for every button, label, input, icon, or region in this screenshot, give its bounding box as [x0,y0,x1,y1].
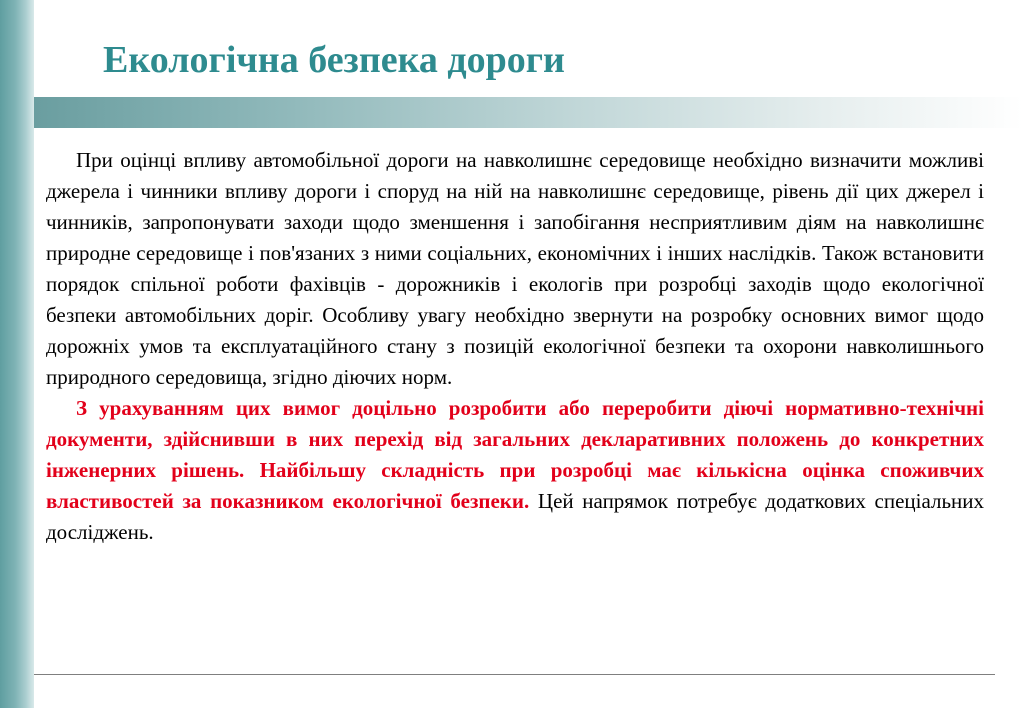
title-gradient-bar [34,97,1023,128]
slide-title: Екологічна безпека дороги [103,39,565,81]
paragraph-2-tail: Цей напрямок потребує додаткових спеціальних досліджень. [46,489,985,544]
slide-body [46,145,984,548]
highlighted-text: З урахуванням цих вимог доцільно розробити або переробити діючі нормативно-технічні документи, здійснивши в них перехід від загальних декларативних положень до конкретних інженерних рішень. Найбільшу складність при розробці має кількісна оцінка споживчих властивостей за показником екологічної безпеки. [46,396,984,513]
body-paragraph-1: При оцінці впливу автомобільної дороги на навколишнє середовище необхідно визначити можливі джерела і чинники впливу дороги і споруд на ній на навколишнє середовище, рівень дії цих джерел і чинників, запропонувати заходи щодо зменшення і запобігання несприятливим діям на навколишнє природне середовище і пов'язаних з ними соціальних, економічних і інших наслідків. Також встановити порядок спільної роботи фахівців - дорожників і екологів при розробці заходів щодо екологічної безпеки автомобільних доріг. Особливу увагу необхідно звернути на розробку основних вимог щодо дорожніх умов та експлуатаційного стану з позицій екологічної безпеки та охорони навколишнього природного середовища, згідно діючих норм. [46,148,984,389]
body-paragraph-2 [46,393,984,548]
left-decorative-band [0,0,34,708]
bottom-divider [34,674,995,675]
